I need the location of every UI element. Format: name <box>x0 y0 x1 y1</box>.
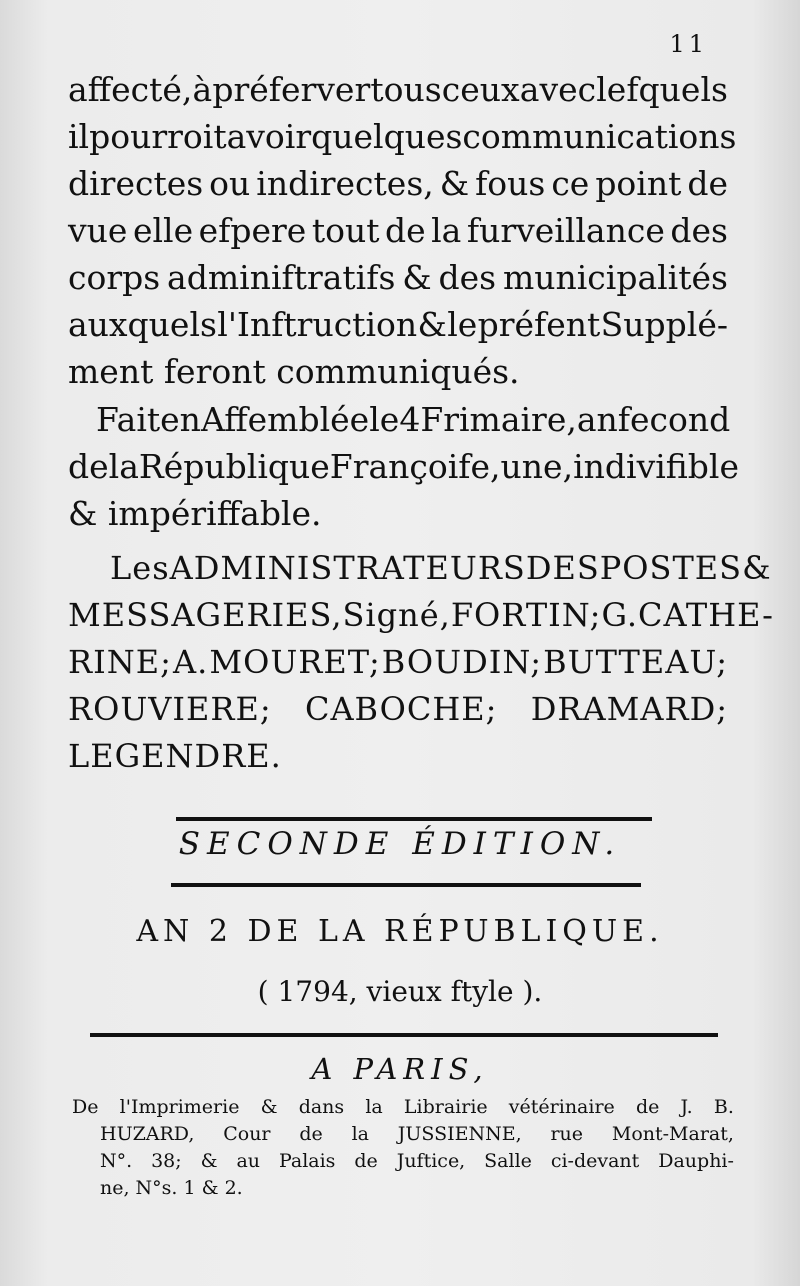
signature-line: LEGENDRE. <box>68 737 282 775</box>
signature-line: ROUVIERE; CABOCHE; DRAMARD; <box>68 690 728 728</box>
signature-line: RINE; A. MOURET; BOUDIN; BUTTEAU; <box>68 643 728 681</box>
text-line: directes ou indirectes, & fous ce point de <box>68 164 728 203</box>
text-line: affecté, à préferver tous ceux avec lefquels <box>68 70 728 109</box>
text-line: corps adminiftratifs & des municipalités <box>68 258 728 297</box>
imprint-block <box>72 1094 734 1202</box>
paragraph-instructions <box>68 66 737 395</box>
edition-heading: SECONDE ÉDITION. <box>178 826 622 862</box>
imprint-line: De l'Imprimerie & dans la Librairie vétérinaire de J. B. <box>72 1096 734 1118</box>
text-line: il pourroit avoir quelques communications <box>68 117 737 156</box>
divider-rule <box>171 883 641 887</box>
text-line: vue elle efpere tout de la furveillance des <box>68 211 728 250</box>
signature-line: Les ADMINISTRATEURS DES POSTES & <box>110 549 772 587</box>
old-style-year: ( 1794, vieux ftyle ). <box>257 975 543 1008</box>
paragraph-date <box>68 396 739 537</box>
text-line: Fait en Affemblée le 4 Frimaire, an fecond <box>96 400 731 439</box>
text-line: de la République Françoife, une, indivifible <box>68 447 739 486</box>
republic-year: AN 2 DE LA RÉPUBLIQUE. <box>136 914 664 949</box>
place-heading: A PARIS, <box>311 1052 489 1086</box>
text-line: auxquels l'Inftruction & le préfent Supplé- <box>68 305 728 344</box>
signatures-block <box>68 545 774 780</box>
page-number: 11 <box>669 30 708 58</box>
imprint-line: HUZARD, Cour de la JUSSIENNE, rue Mont-Marat, <box>100 1123 734 1145</box>
text-line: ment feront communiqués. <box>68 352 520 391</box>
signature-line: MESSAGERIES, Signé, FORTIN; G. CATHE- <box>68 596 774 634</box>
imprint-line: ne, N°s. 1 & 2. <box>100 1177 243 1199</box>
imprint-line: N°. 38; & au Palais de Juftice, Salle ci-devant Dauphi- <box>100 1150 734 1172</box>
text-line: & impériffable. <box>68 494 322 533</box>
divider-rule <box>90 1033 718 1037</box>
divider-rule <box>176 817 652 821</box>
